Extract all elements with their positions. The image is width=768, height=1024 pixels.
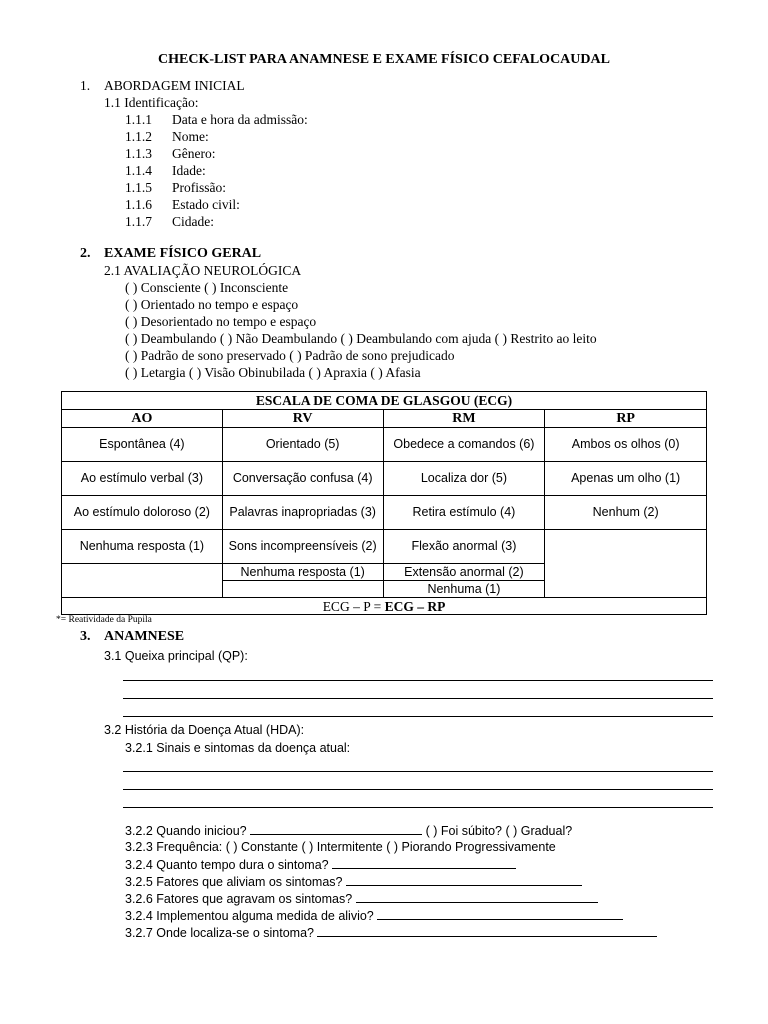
header-rv: RV — [222, 410, 383, 428]
question-327-label: 3.2.7 Onde localiza-se o sintoma? — [125, 926, 314, 940]
neuro-checklist-line[interactable]: ( ) Letargia ( ) Visão Obinubilada ( ) Apraxia ( ) Afasia — [125, 365, 421, 380]
glasgow-coma-scale-table — [61, 391, 707, 615]
identification-item — [125, 146, 215, 162]
item-number: 1.1.7 — [125, 214, 152, 229]
hda-symptoms-label: 3.2.1 Sinais e sintomas da doença atual: — [125, 741, 351, 755]
item-number: 1.1.6 — [125, 197, 152, 212]
header-ao: AO — [62, 410, 223, 428]
rp-cell: Ambos os olhos (0) — [545, 428, 707, 462]
rp-empty-cell — [545, 530, 707, 598]
rv-cell: Palavras inapropriadas (3) — [222, 496, 383, 530]
item-label: Cidade: — [172, 214, 214, 229]
header-rp: RP — [545, 410, 707, 428]
rv-cell: Nenhuma resposta (1) — [222, 564, 383, 581]
page-title: CHECK-LIST PARA ANAMNESE E EXAME FÍSICO CEFALOCAUDAL — [158, 52, 610, 67]
neuro-checklist-line[interactable]: ( ) Padrão de sono preservado ( ) Padrão de sono prejudicado — [125, 348, 455, 363]
identification-item — [125, 180, 226, 196]
identification-item — [125, 163, 206, 179]
question-324b-blank[interactable] — [377, 907, 623, 920]
rm-cell: Nenhuma (1) — [383, 581, 545, 598]
rm-cell: Obedece a comandos (6) — [383, 428, 545, 462]
neuro-checklist-line[interactable]: ( ) Orientado no tempo e espaço — [125, 297, 299, 312]
neuro-subheading: 2.1 AVALIAÇÃO NEUROLÓGICA — [104, 263, 302, 278]
hda-answer-line[interactable] — [123, 771, 713, 772]
identification-subheading: 1.1 Identificação: — [104, 95, 199, 110]
item-number: 1.1.1 — [125, 112, 152, 127]
section-3-number: 3. — [80, 629, 91, 644]
hda-answer-line[interactable] — [123, 789, 713, 790]
rp-cell: Apenas um olho (1) — [545, 462, 707, 496]
qp-answer-line[interactable] — [123, 680, 713, 681]
header-rm: RM — [383, 410, 545, 428]
rm-cell: Retira estímulo (4) — [383, 496, 545, 530]
rm-cell: Localiza dor (5) — [383, 462, 545, 496]
ecg-formula — [62, 598, 707, 615]
qp-answer-line[interactable] — [123, 716, 713, 717]
qp-label: 3.1 Queixa principal (QP): — [104, 649, 248, 663]
question-326-blank[interactable] — [356, 890, 598, 903]
ao-cell: Nenhuma resposta (1) — [62, 530, 223, 564]
question-324 — [125, 856, 516, 873]
formula-result: ECG – RP — [384, 598, 446, 614]
identification-item — [125, 197, 240, 213]
item-number: 1.1.2 — [125, 129, 152, 144]
identification-item — [125, 112, 308, 128]
item-number: 1.1.3 — [125, 146, 152, 161]
question-322 — [125, 822, 572, 839]
ao-cell: Ao estímulo verbal (3) — [62, 462, 223, 496]
item-number: 1.1.5 — [125, 180, 152, 195]
question-326-label: 3.2.6 Fatores que agravam os sintomas? — [125, 892, 353, 906]
section-1-heading — [80, 78, 245, 94]
rv-cell: Conversação confusa (4) — [222, 462, 383, 496]
section-1-title: ABORDAGEM INICIAL — [104, 78, 245, 93]
question-323[interactable]: 3.2.3 Frequência: ( ) Constante ( ) Intermitente ( ) Piorando Progressivamente — [125, 840, 556, 854]
section-3-title: ANAMNESE — [104, 629, 185, 644]
pupil-footnote: *= Reatividade da Pupila — [56, 615, 152, 625]
item-label: Gênero: — [172, 146, 216, 161]
item-label: Nome: — [172, 129, 209, 144]
rm-cell: Flexão anormal (3) — [383, 530, 545, 564]
rv-cell: Sons incompreensíveis (2) — [222, 530, 383, 564]
identification-item — [125, 129, 209, 145]
section-2-number: 2. — [80, 246, 91, 261]
item-label: Idade: — [172, 163, 206, 178]
neuro-checklist-line[interactable]: ( ) Deambulando ( ) Não Deambulando ( ) Deambulando com ajuda ( ) Restrito ao leito — [125, 331, 597, 346]
item-label: Data e hora da admissão: — [172, 112, 308, 127]
question-324-blank[interactable] — [332, 856, 516, 869]
section-1-number: 1. — [80, 78, 91, 93]
question-324b — [125, 907, 623, 924]
item-label: Profissão: — [172, 180, 226, 195]
question-325 — [125, 873, 582, 890]
question-322-options[interactable]: ( ) Foi súbito? ( ) Gradual? — [425, 824, 573, 838]
item-label: Estado civil: — [172, 197, 240, 212]
question-326 — [125, 890, 598, 907]
hda-answer-line[interactable] — [123, 807, 713, 808]
neuro-checklist-line[interactable]: ( ) Desorientado no tempo e espaço — [125, 314, 317, 329]
hda-label: 3.2 História da Doença Atual (HDA): — [104, 723, 305, 737]
section-2-title: EXAME FÍSICO GERAL — [104, 246, 262, 261]
question-324b-label: 3.2.4 Implementou alguma medida de alivio? — [125, 909, 374, 923]
question-324-label: 3.2.4 Quanto tempo dura o sintoma? — [125, 858, 329, 872]
rv-empty-cell — [222, 581, 383, 598]
rv-cell: Orientado (5) — [222, 428, 383, 462]
identification-item — [125, 214, 214, 230]
section-2-heading — [80, 246, 261, 262]
question-327 — [125, 924, 657, 941]
formula-prefix: ECG – P = — [322, 598, 385, 614]
item-number: 1.1.4 — [125, 163, 152, 178]
ao-cell: Espontânea (4) — [62, 428, 223, 462]
question-322-blank[interactable] — [250, 822, 422, 835]
question-327-blank[interactable] — [317, 924, 657, 937]
neuro-checklist-line[interactable]: ( ) Consciente ( ) Inconsciente — [125, 280, 289, 295]
ao-cell: Ao estímulo doloroso (2) — [62, 496, 223, 530]
question-325-label: 3.2.5 Fatores que aliviam os sintomas? — [125, 875, 343, 889]
rp-cell: Nenhum (2) — [545, 496, 707, 530]
question-325-blank[interactable] — [346, 873, 582, 886]
qp-answer-line[interactable] — [123, 698, 713, 699]
ao-empty-cell — [62, 564, 223, 598]
section-3-heading — [80, 629, 184, 645]
rm-cell: Extensão anormal (2) — [383, 564, 545, 581]
question-322-label: 3.2.2 Quando iniciou? — [125, 824, 247, 838]
table-title: ESCALA DE COMA DE GLASGOU (ECG) — [62, 392, 707, 410]
